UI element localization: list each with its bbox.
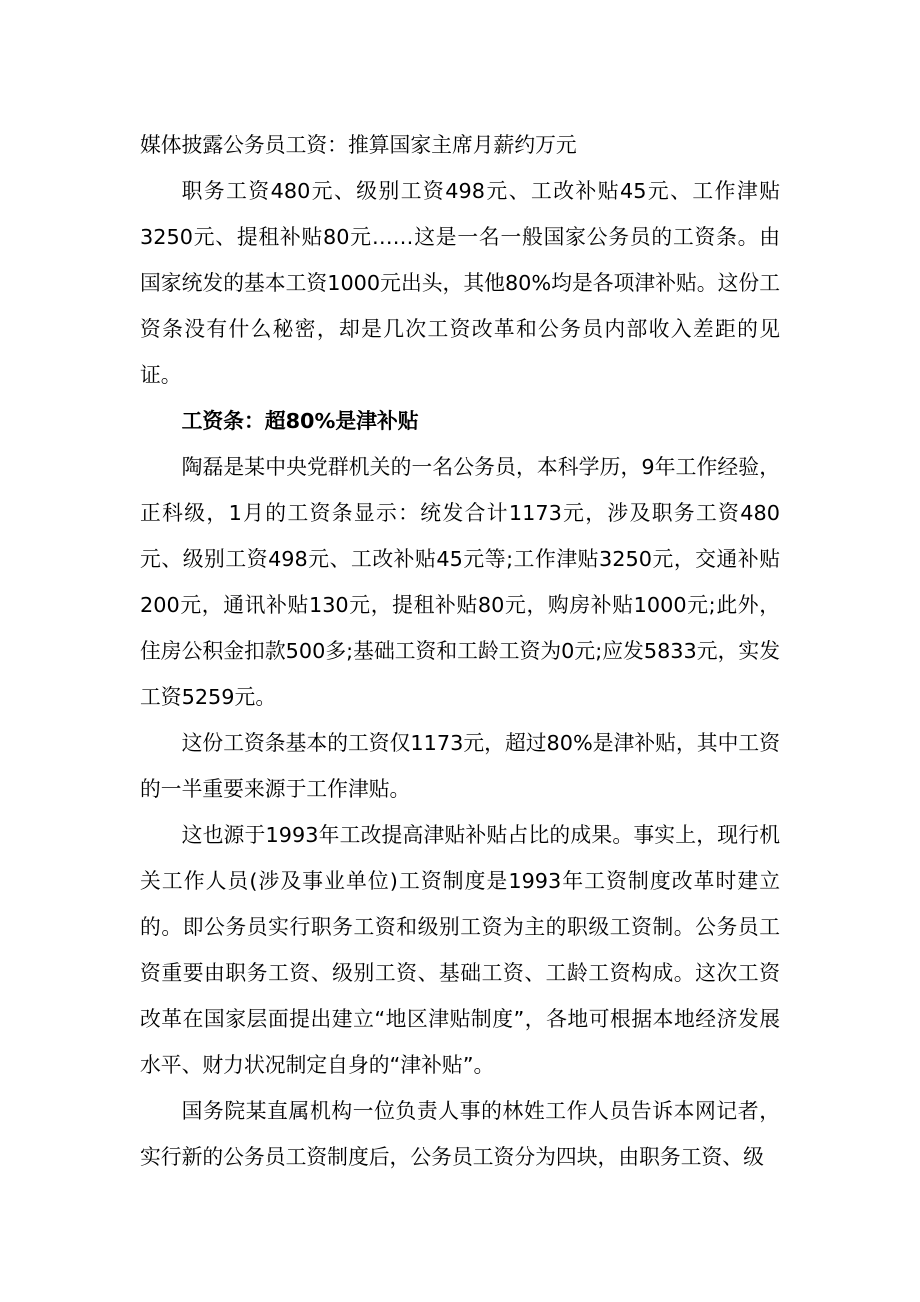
paragraph-1993-reform: 这也源于1993年工改提高津贴补贴占比的成果。事实上，现行机关工作人员(涉及事业单位)工资制度是1993年工资制度改革时建立的。即公务员实行职务工资和级别工资为主的职级工资制。公务员工资重要由职务工资、级别工资、基础工资、工龄工资构成。这次工资改革在国家层面提出建立“地区津贴制度”，各地可根据本地经济发展水平、财力状况制定自身的“津补贴”。: [140, 823, 780, 1077]
paragraph-allowance-share: 这份工资条基本的工资仅1173元，超过80%是津补贴，其中工资的一半重要来源于工作津贴。: [140, 731, 780, 801]
paragraph-intro: 职务工资480元、级别工资498元、工改补贴45元、工作津贴3250元、提租补贴80元……这是一名一般国家公务员的工资条。由国家统发的基本工资1000元出头，其他80%均是各项津补贴。这份工资条没有什么秘密，却是几次工资改革和公务员内部收入差距的见证。: [140, 179, 780, 387]
paragraph-state-council: 国务院某直属机构一位负责人事的林姓工作人员告诉本网记者，实行新的公务员工资制度后，公务员工资分为四块，由职务工资、级: [140, 1099, 780, 1169]
section-heading: 工资条：超80%是津补贴: [181, 409, 419, 433]
article-title: 媒体披露公务员工资：推算国家主席月薪约万元: [140, 133, 577, 157]
document-body: [140, 122, 780, 1180]
paragraph-pay-slip: 陶磊是某中央党群机关的一名公务员，本科学历，9年工作经验，正科级，1月的工资条显示：统发合计1173元，涉及职务工资480元、级别工资498元、工改补贴45元等;工作津贴3250元，交通补贴200元，通讯补贴130元，提租补贴80元，购房补贴1000元;此外，住房公积金扣款500多;基础工资和工龄工资为0元;应发5833元，实发工资5259元。: [140, 455, 780, 709]
